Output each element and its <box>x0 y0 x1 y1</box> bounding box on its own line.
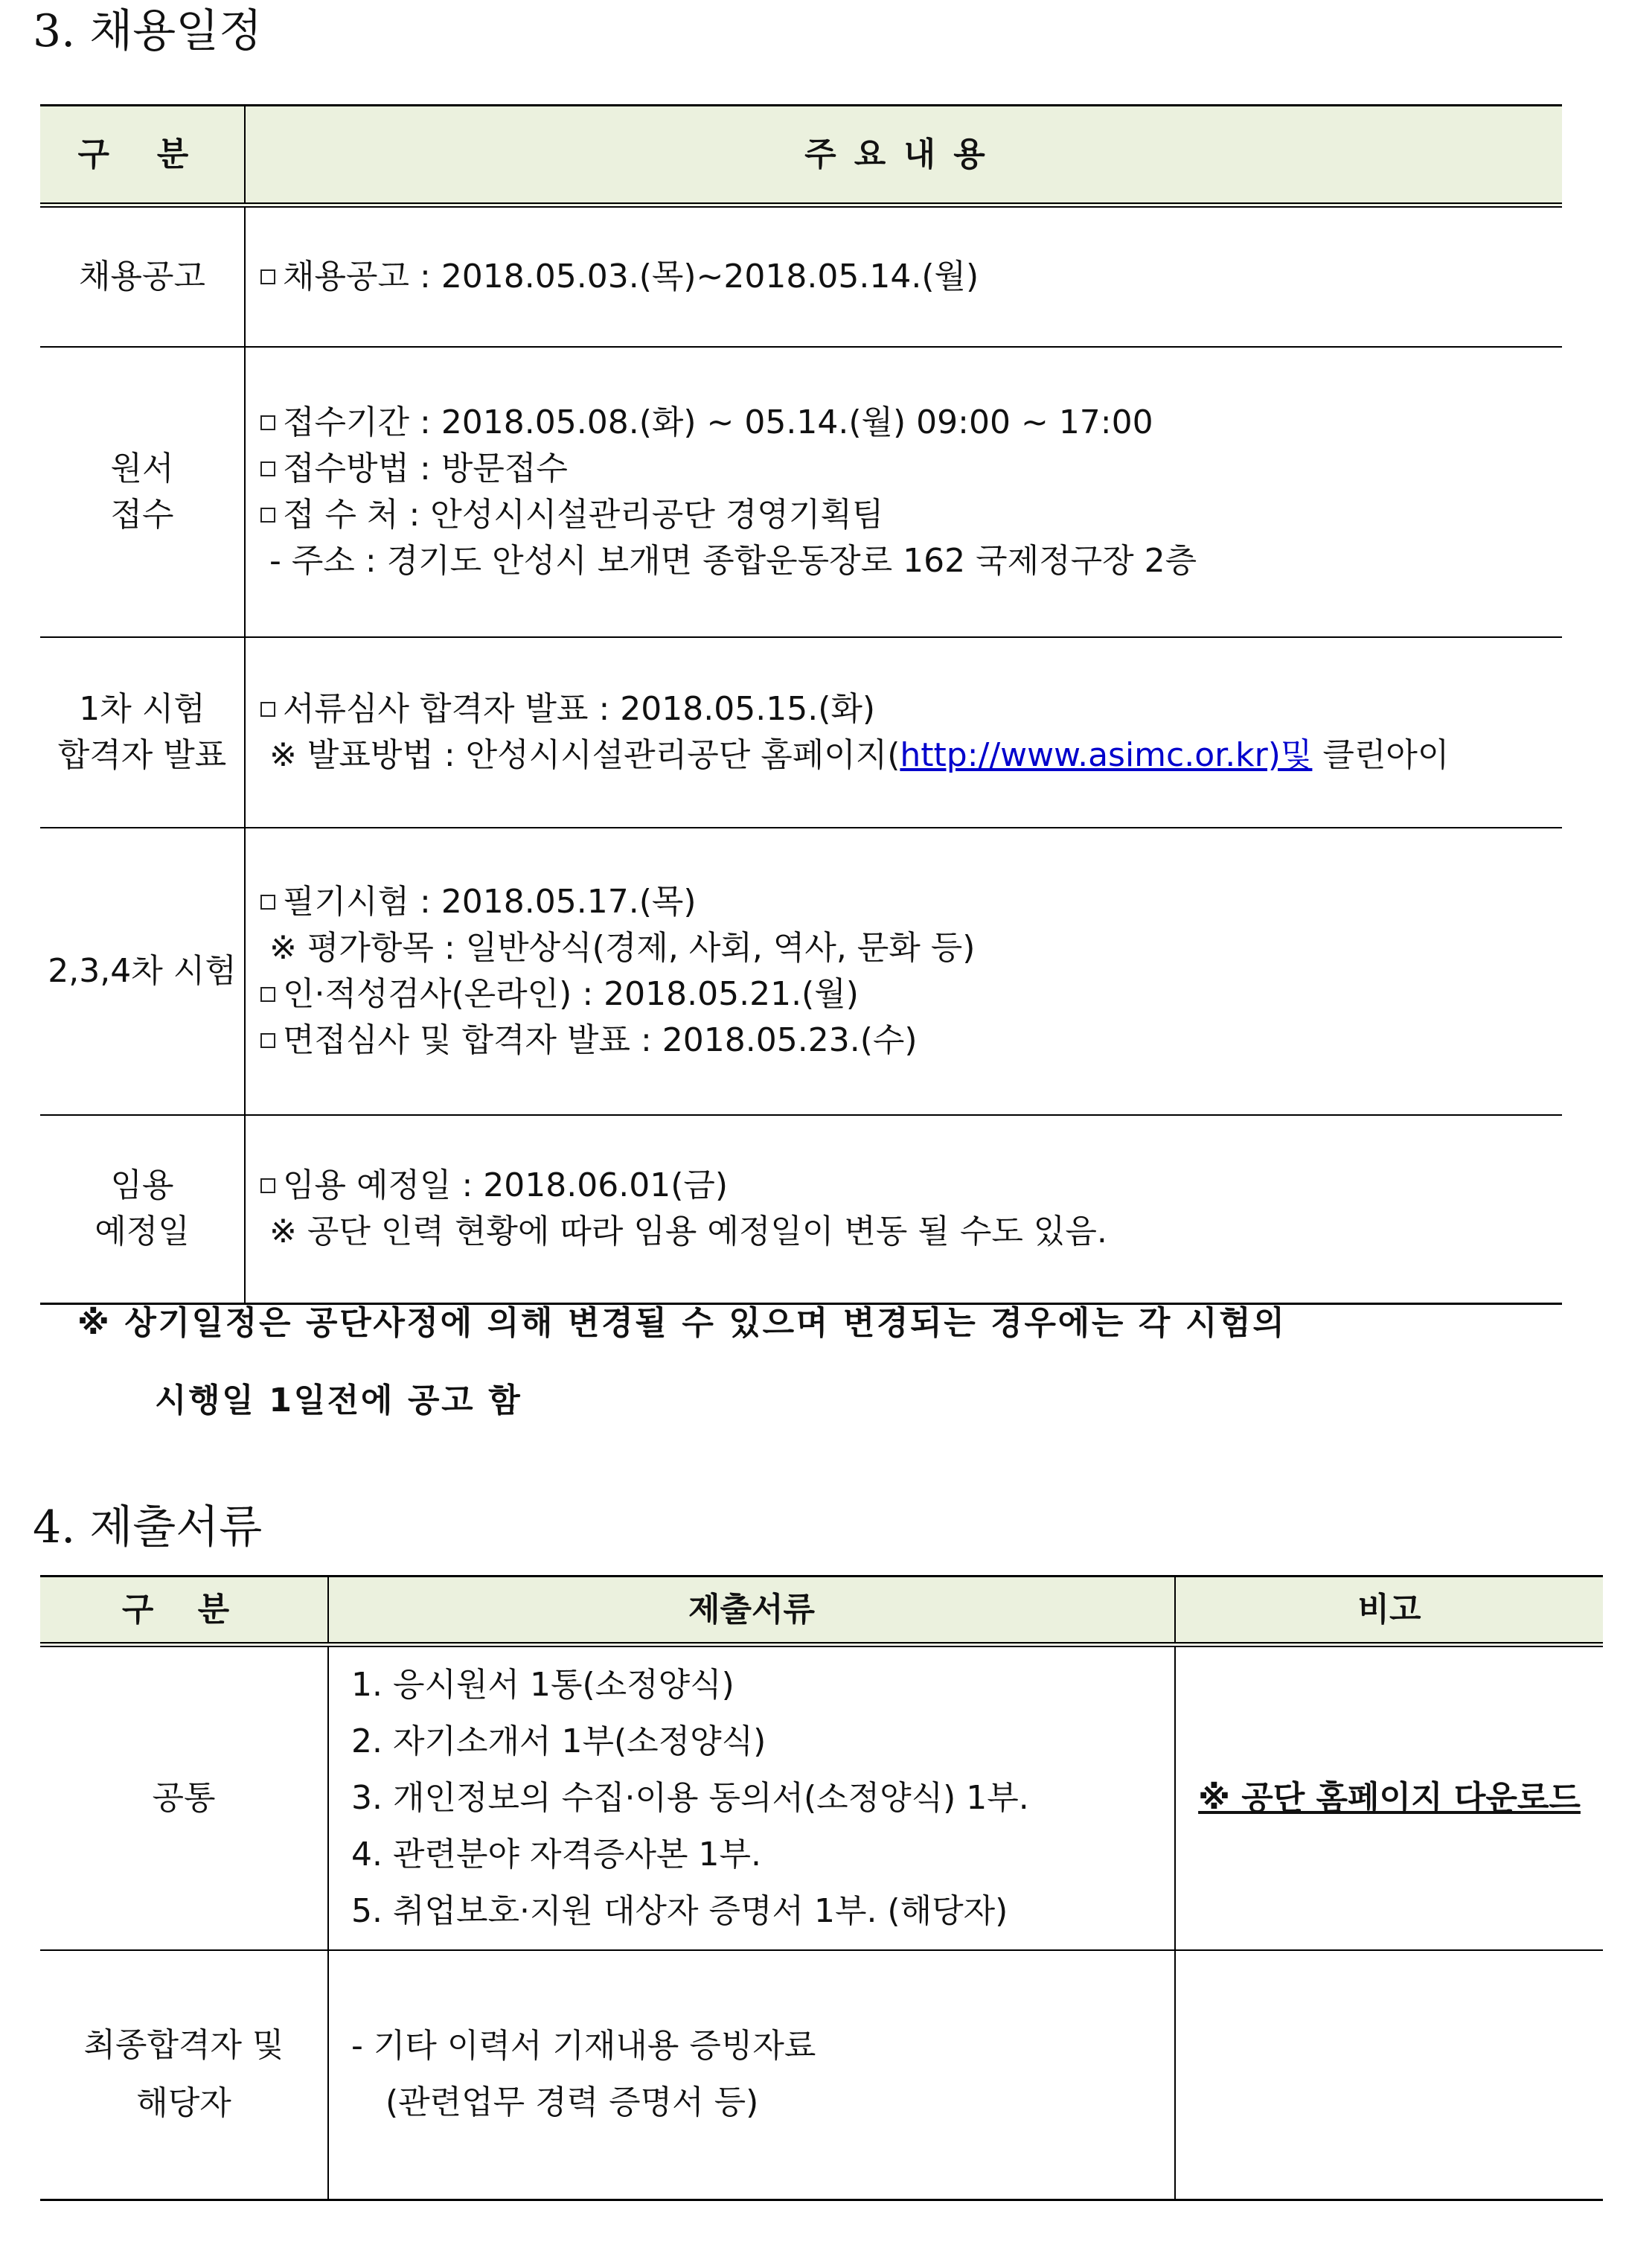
documents-header-docs: 제출서류 <box>328 1577 1175 1645</box>
bullet-square-icon <box>260 895 275 910</box>
schedule-header-row <box>40 106 1562 205</box>
documents-header-row <box>40 1577 1603 1645</box>
section3-title: 3. 채용일정 <box>33 5 263 57</box>
bullet-square-icon <box>260 702 275 717</box>
schedule-row-application: 원서 접수 접수기간 : 2018.05.08.(화) ~ 05.14.(월) 09:00 ~ 17:00 접수방법 : 방문접수 접 수 처 : 안성시시설관리공단 경영기획팀 - 주소 : 경기도 안성시 보개면 종합운동장로 162 국제정구장 2층 <box>40 347 1562 637</box>
schedule-header-content: 주요내용 <box>804 135 1003 173</box>
documents-header-remarks: 비고 <box>1357 1590 1421 1629</box>
schedule-row-appointment: 임용 예정일 임용 예정일 : 2018.06.01(금) ※ 공단 인력 현황에 따라 임용 예정일이 변동 될 수도 있음. <box>40 1115 1562 1304</box>
schedule-row-first-exam: 1차 시험 합격자 발표 서류심사 합격자 발표 : 2018.05.15.(화) ※ 발표방법 : 안성시시설관리공단 홈페이지(http://www.asimc.or.kr)및 클린아이 <box>40 637 1562 828</box>
row-label: 채용공고 <box>78 257 205 296</box>
bullet-square-icon <box>260 508 275 523</box>
documents-row-final: 최종합격자 및 해당자 - 기타 이력서 기재내용 증빙자료 (관련업무 경력 증명서 등) <box>40 1950 1603 2200</box>
schedule-row-exams: 2,3,4차 시험 필기시험 : 2018.05.17.(목) ※ 평가항목 : 일반상식(경제, 사회, 역사, 문화 등) 인·적성검사(온라인) : 2018.05.21.(월) 면접심사 및 합격자 발표 : 2018.05.23.(수) <box>40 828 1562 1115</box>
schedule-row-announcement: 채용공고 채용공고 : 2018.05.03.(목)~2018.05.14.(월) <box>40 205 1562 347</box>
documents-row-common: 공통 1. 응시원서 1통(소정양식) 2. 자기소개서 1부(소정양식) 3. 개인정보의 수집·이용 동의서(소정양식) 1부. 4. 관련분야 자격증사본 1부. 5. 취업보호·지원 대상자 증명서 1부. (해당자) ※ 공단 홈페이지 다운로드 <box>40 1645 1603 1950</box>
documents-table <box>40 1575 1603 2201</box>
bullet-square-icon <box>260 415 275 430</box>
bullet-square-icon <box>260 1033 275 1048</box>
bullet-square-icon <box>260 1178 275 1193</box>
homepage-link[interactable]: http://www.asimc.or.kr)및 <box>900 735 1313 774</box>
download-remark: ※ 공단 홈페이지 다운로드 <box>1198 1778 1581 1817</box>
bullet-square-icon <box>260 987 275 1002</box>
section4-title: 4. 제출서류 <box>33 1501 263 1553</box>
schedule-note: ※ 상기일정은 공단사정에 의해 변경될 수 있으며 변경되는 경우에는 각 시험의 시행일 1일전에 공고 함 <box>77 1304 1287 1419</box>
bullet-square-icon <box>260 269 275 284</box>
schedule-table <box>40 104 1562 1305</box>
bullet-square-icon <box>260 461 275 476</box>
documents-header-category: 구 분 <box>40 1577 328 1645</box>
schedule-header-category: 구 분 <box>40 106 245 205</box>
